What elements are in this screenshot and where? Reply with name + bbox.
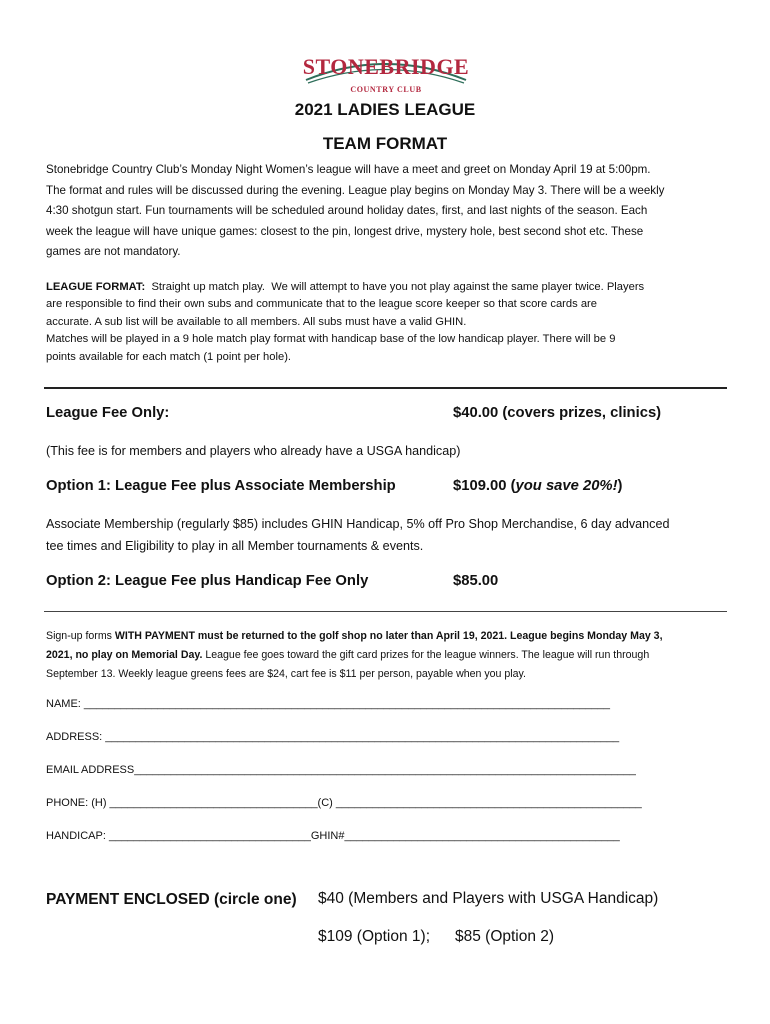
intro-line: games are not mandatory. [46, 245, 181, 258]
signup-deadline: WITH PAYMENT must be returned to the golf shop no later than April 19, 2021. League begins Monday May 3, [114, 630, 663, 642]
option1-note-line: tee times and Eligibility to play in all Member tournaments & events. [46, 539, 424, 553]
payment-option-2[interactable]: $85 (Option 2) [455, 928, 555, 945]
logo-subtitle: COUNTRY CLUB [350, 85, 422, 94]
option1-note [46, 513, 736, 557]
option1-note-line: Associate Membership (regularly $85) includes GHIN Handicap, 5% off Pro Shop Merchandise, 6 day advanced [46, 517, 670, 531]
stonebridge-logo [302, 50, 470, 94]
league-format-label: LEAGUE FORMAT: [46, 281, 146, 293]
league-fee-note: (This fee is for members and players who already have a USGA handicap) [46, 444, 461, 458]
intro-line: week the league will have unique games: closest to the pin, longest drive, mystery hole, best second shot etc. These [46, 224, 644, 238]
option2-price: $85.00 [453, 573, 499, 589]
address-field[interactable]: ADDRESS: ____________________________________________________________________________________ [46, 731, 620, 743]
intro-paragraph [46, 160, 726, 263]
format-line: Matches will be played in a 9 hole match play format with handicap base of the low handicap player. There will be 9 [46, 333, 616, 346]
payment-option-1[interactable]: $109 (Option 1); [318, 928, 431, 945]
payment-option-members[interactable]: $40 (Members and Players with USGA Handicap) [318, 890, 659, 907]
phone-field[interactable]: PHONE: (H) __________________________________(C) __________________________________________________ [46, 797, 642, 809]
handicap-field[interactable]: HANDICAP: _________________________________GHIN#_____________________________________________ [46, 830, 620, 842]
signup-memorial-day: 2021, no play on Memorial Day. [46, 649, 203, 661]
divider [44, 611, 727, 612]
format-line: accurate. A sub list will be available to all members. All subs must have a valid GHIN. [46, 315, 467, 328]
page-subtitle: TEAM FORMAT [322, 134, 448, 153]
option1-savings: you save 20%! [515, 478, 618, 494]
format-line: points available for each match (1 point per hole). [46, 350, 292, 363]
logo-graphic [302, 50, 470, 94]
signup-text: Sign-up forms [46, 630, 115, 642]
option1-price [453, 478, 622, 494]
format-line: Straight up match play. We will attempt to have you not play against the same player twice. Players [145, 281, 645, 293]
email-field[interactable]: EMAIL ADDRESS__________________________________________________________________________________ [46, 764, 636, 776]
payment-label: PAYMENT ENCLOSED (circle one) [46, 891, 297, 908]
league-format-paragraph [46, 279, 726, 366]
signup-fees: September 13. Weekly league greens fees are $24, cart fee is $11 per person, payable when you play. [46, 668, 526, 680]
signup-text: League fee goes toward the gift card prizes for the league winners. The league will run through [202, 649, 650, 661]
league-fee-label: League Fee Only: [46, 405, 170, 421]
intro-line: Stonebridge Country Club’s Monday Night Women’s league will have a meet and greet on Monday April 19 at 5:00pm. [46, 163, 651, 176]
divider [44, 387, 727, 389]
option1-paren: ) [617, 478, 623, 494]
page-title: 2021 LADIES LEAGUE [294, 100, 476, 119]
signup-paragraph [46, 627, 726, 684]
option1-price-value: $109.00 ( [453, 478, 516, 494]
intro-line: The format and rules will be discussed during the evening. League play begins on Monday May 3. There will be a weekly [46, 183, 665, 197]
logo-wordmark: STONEBRIDGE [302, 54, 470, 79]
option2-label: Option 2: League Fee plus Handicap Fee Only [46, 573, 369, 589]
intro-line: 4:30 shotgun start. Fun tournaments will be scheduled around holiday dates, first, and last nights of the season. Each [46, 204, 648, 217]
option1-label: Option 1: League Fee plus Associate Membership [46, 478, 396, 494]
name-field[interactable]: NAME: ______________________________________________________________________________________ [46, 698, 611, 710]
league-fee-price: $40.00 (covers prizes, clinics) [453, 405, 662, 421]
format-line: are responsible to find their own subs and communicate that to the league score keeper so that score cards are [46, 298, 597, 311]
